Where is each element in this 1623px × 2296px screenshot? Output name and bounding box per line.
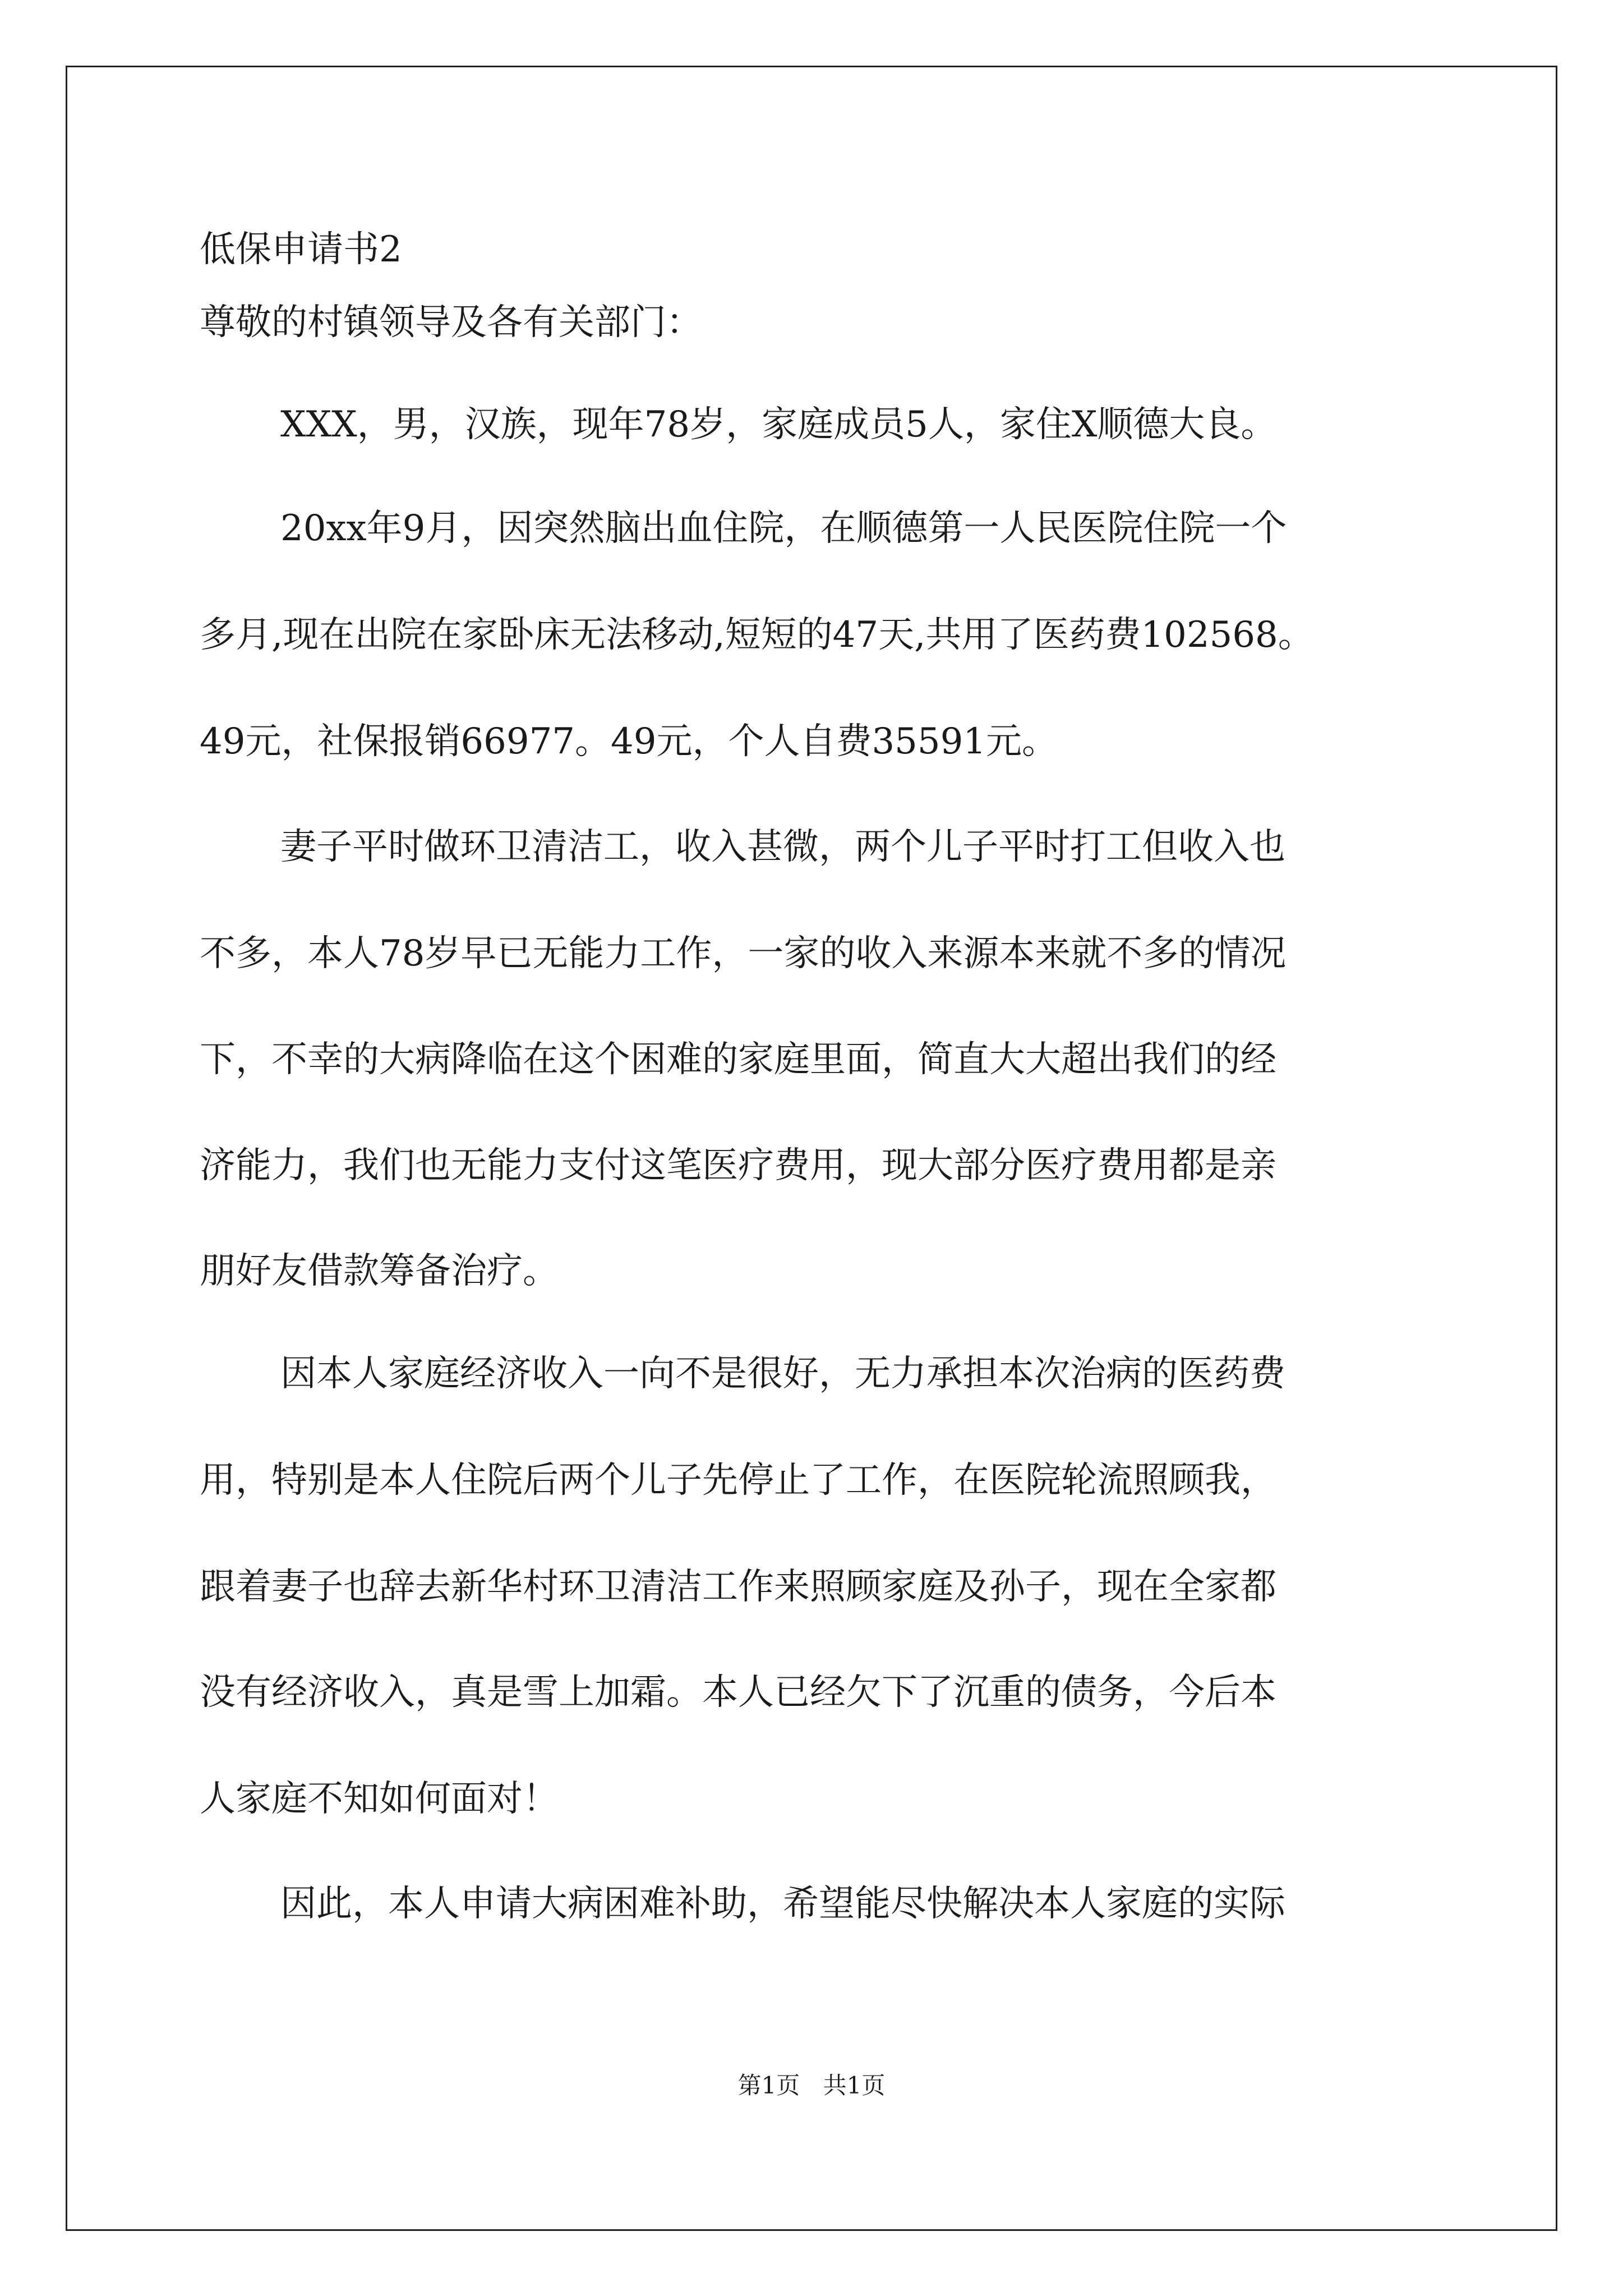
paragraph-line: 49元，社保报销66977。49元，个人自费35591元。: [200, 721, 1058, 762]
paragraph-line: 不多，本人78岁早已无能力工作，一家的收入来源本来就不多的情况: [200, 933, 1287, 974]
paragraph-line: 没有经济收入，真是雪上加霜。本人已经欠下了沉重的债务，今后本: [200, 1672, 1276, 1713]
paragraph-line: 人家庭不知如何面对！: [200, 1778, 559, 1820]
document-title: 低保申请书2: [200, 229, 402, 270]
paragraph-line: 因本人家庭经济收入一向不是很好，无力承担本次治病的医药费: [280, 1353, 1285, 1395]
paragraph-line: 20xx年9月，因突然脑出血住院，在顺德第一人民医院住院一个: [280, 508, 1287, 549]
paragraph-line: 下，不幸的大病降临在这个困难的家庭里面，简直大大超出我们的经: [200, 1039, 1276, 1080]
page-footer: [0, 2070, 1623, 2101]
paragraph-line: XXX，男，汉族，现年78岁，家庭成员5人，家住X顺德大良。: [280, 404, 1277, 445]
paragraph-line: 朋好友借款筹备治疗。: [200, 1250, 559, 1292]
paragraph-line: 妻子平时做环卫清洁工，收入甚微，两个儿子平时打工但收入也: [280, 826, 1285, 868]
paragraph-line: 济能力，我们也无能力支付这笔医疗费用，现大部分医疗费用都是亲: [200, 1145, 1276, 1186]
paragraph-line: 因此，本人申请大病困难补助，希望能尽快解决本人家庭的实际: [280, 1883, 1285, 1925]
page-total: 共1页: [823, 2072, 886, 2099]
salutation: 尊敬的村镇领导及各有关部门：: [200, 302, 702, 343]
page-number: 第1页: [737, 2072, 800, 2099]
paragraph-line: 跟着妻子也辞去新华村环卫清洁工作来照顾家庭及孙子，现在全家都: [200, 1566, 1276, 1608]
paragraph-line: 多月,现在出院在家卧床无法移动,短短的47天,共用了医药费102568。: [200, 614, 1314, 656]
paragraph-line: 用，特别是本人住院后两个儿子先停止了工作，在医院轮流照顾我，: [200, 1460, 1276, 1501]
